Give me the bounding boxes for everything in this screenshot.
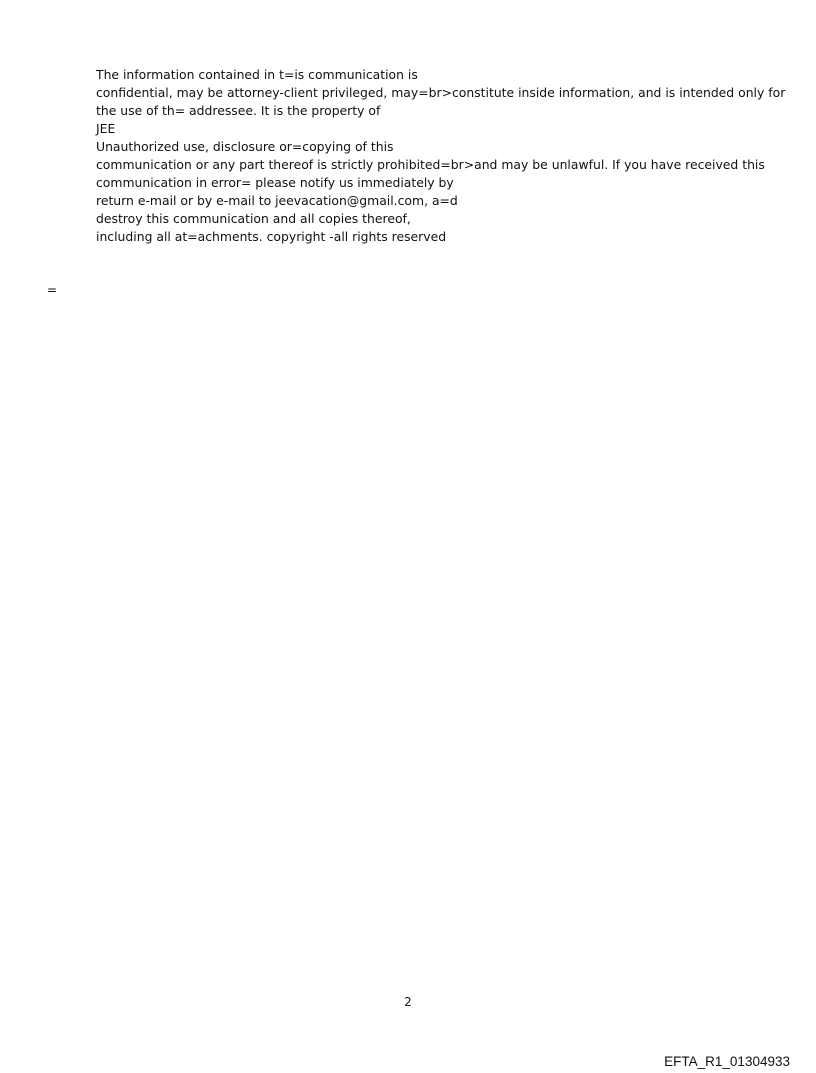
notice-line: confidential, may be attorney-client privileged, may=br>constitute inside information, and is intended only for xyxy=(96,85,786,100)
notice-line: return e-mail or by e-mail to jeevacation@gmail.com, a=d xyxy=(96,193,458,208)
notice-line: communication in error= please notify us immediately by xyxy=(96,175,454,190)
notice-line: JEE xyxy=(96,121,116,136)
bates-number: EFTA_R1_01304933 xyxy=(664,1054,790,1069)
confidentiality-notice xyxy=(96,66,786,246)
notice-line: Unauthorized use, disclosure or=copying of this xyxy=(96,139,394,154)
notice-line: including all at=achments. copyright -all rights reserved xyxy=(96,229,447,244)
notice-line: The information contained in t=is communication is xyxy=(96,67,418,82)
page-number: 2 xyxy=(404,995,412,1009)
stray-equals-sign: = xyxy=(47,283,58,297)
notice-line: destroy this communication and all copies thereof, xyxy=(96,211,411,226)
notice-line: communication or any part thereof is strictly prohibited=br>and may be unlawful. If you have received this xyxy=(96,157,765,172)
notice-line: the use of th= addressee. It is the property of xyxy=(96,103,381,118)
